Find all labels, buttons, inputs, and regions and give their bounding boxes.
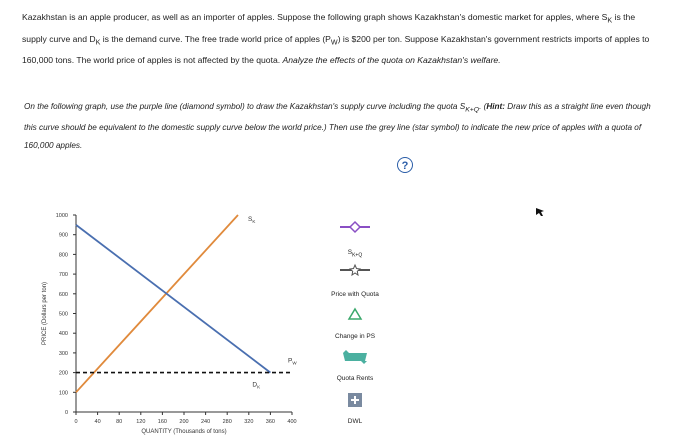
change-ps-label: Change in PS [334,333,376,340]
x-tick-label: 240 [201,419,211,425]
skq-diamond-tool[interactable] [338,220,372,234]
instr-text-3: Draw this as a straight line even though this curve should be equivalent to the domestic supply curve below the world price.) Then use the grey line (star symbol) to indicate the new price of apples with a quota of 160,000 apples. [24,102,651,150]
problem-sk-sub: K [607,16,613,25]
dwl-label: DWL [347,418,363,425]
instr-text-2: . ( [479,102,487,111]
y-tick-label: 0 [64,410,68,416]
series-label: $D_K$ [252,381,261,390]
y-tick-label: 600 [58,291,68,298]
dwl-plus-icon [348,393,362,407]
skq-label: $S_{K+Q}$ [347,249,363,259]
series-label-sub: K [252,219,256,224]
instr-text-1: On the following graph, use the purple line (diamond symbol) to draw the Kazakhstan's supply curve including the quota S [24,102,466,111]
series-label-sub: K [257,384,261,390]
axes-layer [42,213,297,435]
y-tick-label: 1000 [55,213,68,219]
x-tick-label: 400 [287,419,297,425]
price-quota-star-tool[interactable] [338,263,372,277]
dwl-tool[interactable] [348,393,362,407]
quota-rents-tool[interactable] [340,350,370,364]
x-tick-label: 40 [94,419,101,425]
series-label: $P_W$ [288,357,297,366]
problem-text-1: Kazakhstan is an apple producer, as well as an importer of apples. Suppose the following graph shows Kazakhstan's domestic market for apples, where S [22,12,608,22]
problem-pw-sub: W [330,38,338,47]
problem-text-5: Analyze the effects of the quota on Kazakhstan's welfare. [282,55,501,66]
y-tick-label: 200 [58,370,68,377]
x-tick-label: 160 [157,419,167,425]
quota-rents-icon [340,350,370,364]
y-axis-label: PRICE (Dollars per ton) [42,281,48,346]
help-button[interactable]: ? [397,157,413,173]
y-tick-label: 800 [58,252,68,259]
instr-sub: K+Q [465,106,480,114]
triangle-icon [346,307,364,321]
series-label-sub: W [292,360,297,366]
y-tick-label: 300 [58,350,68,357]
x-tick-label: 120 [136,419,146,425]
problem-dk-sub: K [95,38,101,47]
problem-text-2: is the supply curve and D [22,12,636,44]
price-quota-label: Price with Quota [331,291,379,298]
series-label: $S_K$ [248,216,256,224]
x-axis-label: QUANTITY (Thousands of tons) [141,429,227,435]
label-layer [248,216,297,390]
x-tick-label: 360 [265,419,275,425]
mouse-cursor-icon [535,207,545,217]
y-tick-label: 500 [58,311,68,318]
x-tick-label: 320 [244,419,254,425]
x-tick-label: 80 [116,419,123,425]
y-tick-label: 700 [58,272,68,279]
y-tick-label: 900 [58,232,68,239]
series-line-sk [76,215,238,392]
x-tick-label: 200 [179,419,189,425]
diamond-line-icon [338,220,372,234]
star-line-icon [338,263,372,277]
instr-hint-label: Hint: [486,102,506,111]
problem-text-4: ) is $200 per ton. Suppose Kazakhstan's government restricts imports of apples to 160,000 tons. The world price of apples is not affected by the quota. [22,33,650,66]
x-tick-label: 280 [222,419,232,425]
x-tick-label: 0 [74,419,78,425]
problem-text-3: is the demand curve. The free trade world price of apples (P [100,33,331,44]
quota-rents-label: Quota Rents [336,375,374,382]
y-tick-label: 100 [58,390,68,397]
series-layer [76,215,292,392]
y-tick-label: 400 [58,331,68,338]
series-line-dk [76,225,270,373]
change-ps-triangle-tool[interactable] [346,307,364,321]
